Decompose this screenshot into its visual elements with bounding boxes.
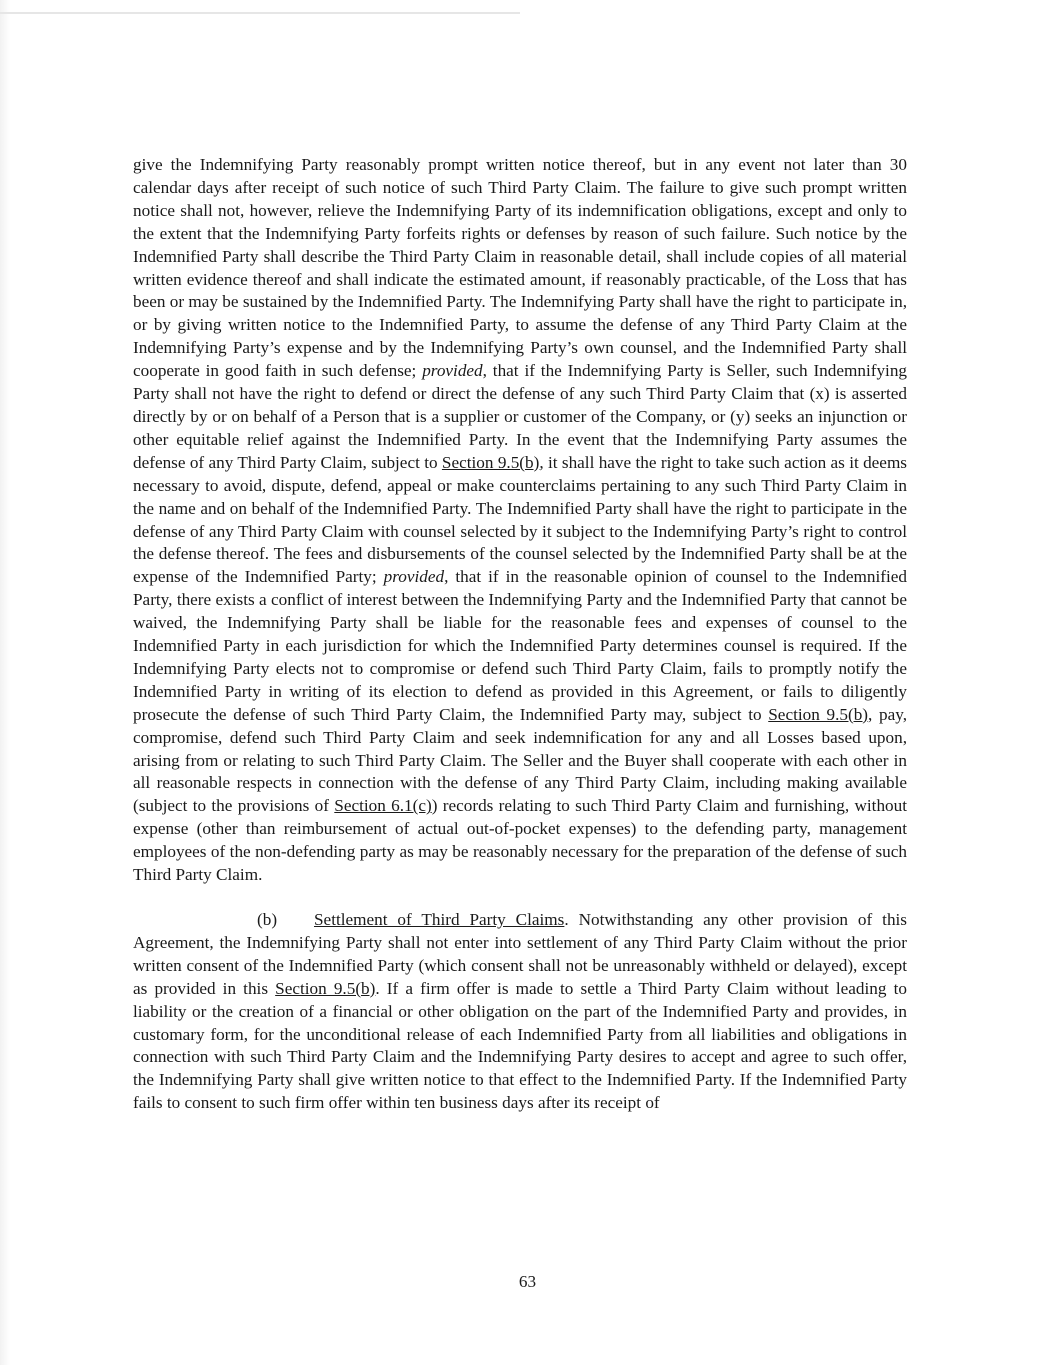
scan-shadow-edge [0,0,10,1365]
provided-term-1: provided [422,361,483,381]
section-ref-9-5-b-2: Section 9.5(b) [768,704,869,724]
paragraph-a-text-2: , that if the Indemnifying Party is Seller, such Indemnifying Party shall not have the right to defend or direct the defense of any such Third Party Claim that (x) is asserted directly by or on behalf of a Person that is a supplier or customer of the Company, or (y) seeks an injunction or other equitable relief against the Indemnified Party. In the event that the Indemnifying Party assumes the defense of any Third Party Claim, subject to [133,361,908,472]
scan-top-line [0,12,520,14]
paragraph-a [133,154,907,887]
paragraph-b-heading: Settlement of Third Party Claims [314,910,565,929]
paragraph-a-text-3: , it shall have the right to take such action as it deems necessary to avoid, dispute, defend, appeal or make counterclaims pertaining to any such Third Party Claim in the name and on behalf of the Indemnified Party. The Indemnified Party shall have the right to participate in the defense of any Third Party Claim with counsel selected by it subject to the Indemnifying Party’s right to control the defense thereof. The fees and disbursements of the counsel selected by the Indemnified Party shall be at the expense of the Indemnified Party; [133,452,907,587]
provided-term-2: provided [383,567,445,587]
page-number: 63 [518,1272,537,1291]
paragraph-b-marker: (b) [257,910,278,929]
section-ref-9-5-b-1: Section 9.5(b) [441,452,540,472]
paragraph-b-text-1: . Notwithstanding any other provision of this Agreement, the Indemnifying Party shall not enter into settlement of any Third Party Claim without the prior written consent of the Indemnified Party (which consent shall not be unreasonably withheld or delayed), except as provided in this [133,910,907,998]
section-ref-6-1-c: Section 6.1(c) [334,796,432,816]
paragraph-a-text-5: , pay, compromise, defend such Third Party Claim and seek indemnification for any and all Losses based upon, arising from or relating to such Third Party Claim. The Seller and the Buyer shall cooperate with each other in all reasonable respects in connection with the defense of any Third Party Claim, including making available (subject to the provisions of [133,704,907,816]
paragraph-b-text-2: . If a firm offer is made to settle a Third Party Claim without leading to liability or the creation of a financial or other obligation on the part of the Indemnified Party and provides, in customary form, for the unconditional release of each Indemnified Party from all liabilities and obligations in connection with such Third Party Claim and the Indemnifying Party desires to accept and agree to such offer, the Indemnifying Party shall give written notice to that effect to the Indemnified Party. If the Indemnified Party fails to consent to such firm offer within ten business days after its receipt of [133,978,907,1113]
paragraph-a-text-6: ) records relating to such Third Party Claim and furnishing, without expense (other than reimbursement of actual out-of-pocket expenses) to the defending party, management employees of the non-defending party as may be reasonably necessary for the preparation of the defense of such Third Party Claim. [133,796,907,885]
paragraph-a-text-4: , that if in the reasonable opinion of counsel to the Indemnified Party, there exists a conflict of interest between the Indemnifying Party and the Indemnified Party that cannot be waived, the Indemnifying Party shall be liable for the reasonable fees and expenses of counsel to the Indemnified Party in each jurisdiction for which the Indemnified Party determines counsel is required. If the Indemnifying Party elects not to compromise or defend such Third Party Claim, fails to promptly notify the Indemnified Party in writing of its election to defend as provided in this Agreement, or fails to diligently prosecute the defense of such Third Party Claim, the Indemnified Party may, subject to [133,567,908,724]
paragraph-b [133,909,907,1115]
document-body [133,154,907,1115]
section-ref-9-5-b-3: Section 9.5(b) [275,978,376,998]
paragraph-a-text-1: give the Indemnifying Party reasonably prompt written notice thereof, but in any event not later than 30 calendar days after receipt of such notice of such Third Party Claim. The failure to give such prompt written notice shall not, however, relieve the Indemnifying Party of its indemnification obligations, except and only to the extent that the Indemnifying Party forfeits rights or defenses by reason of such failure. Such notice by the Indemnified Party shall describe the Third Party Claim in reasonable detail, shall include copies of all material written evidence thereof and shall indicate the estimated amount, if reasonably practicable, of the Loss that has been or may be sustained by the Indemnified Party. The Indemnifying Party shall have the right to participate in, or by giving written notice to the Indemnified Party, to assume the defense of any Third Party Claim at the Indemnifying Party’s expense and by the Indemnifying Party’s own counsel, and the Indemnified Party shall cooperate in good faith in such defense; [133,155,907,381]
